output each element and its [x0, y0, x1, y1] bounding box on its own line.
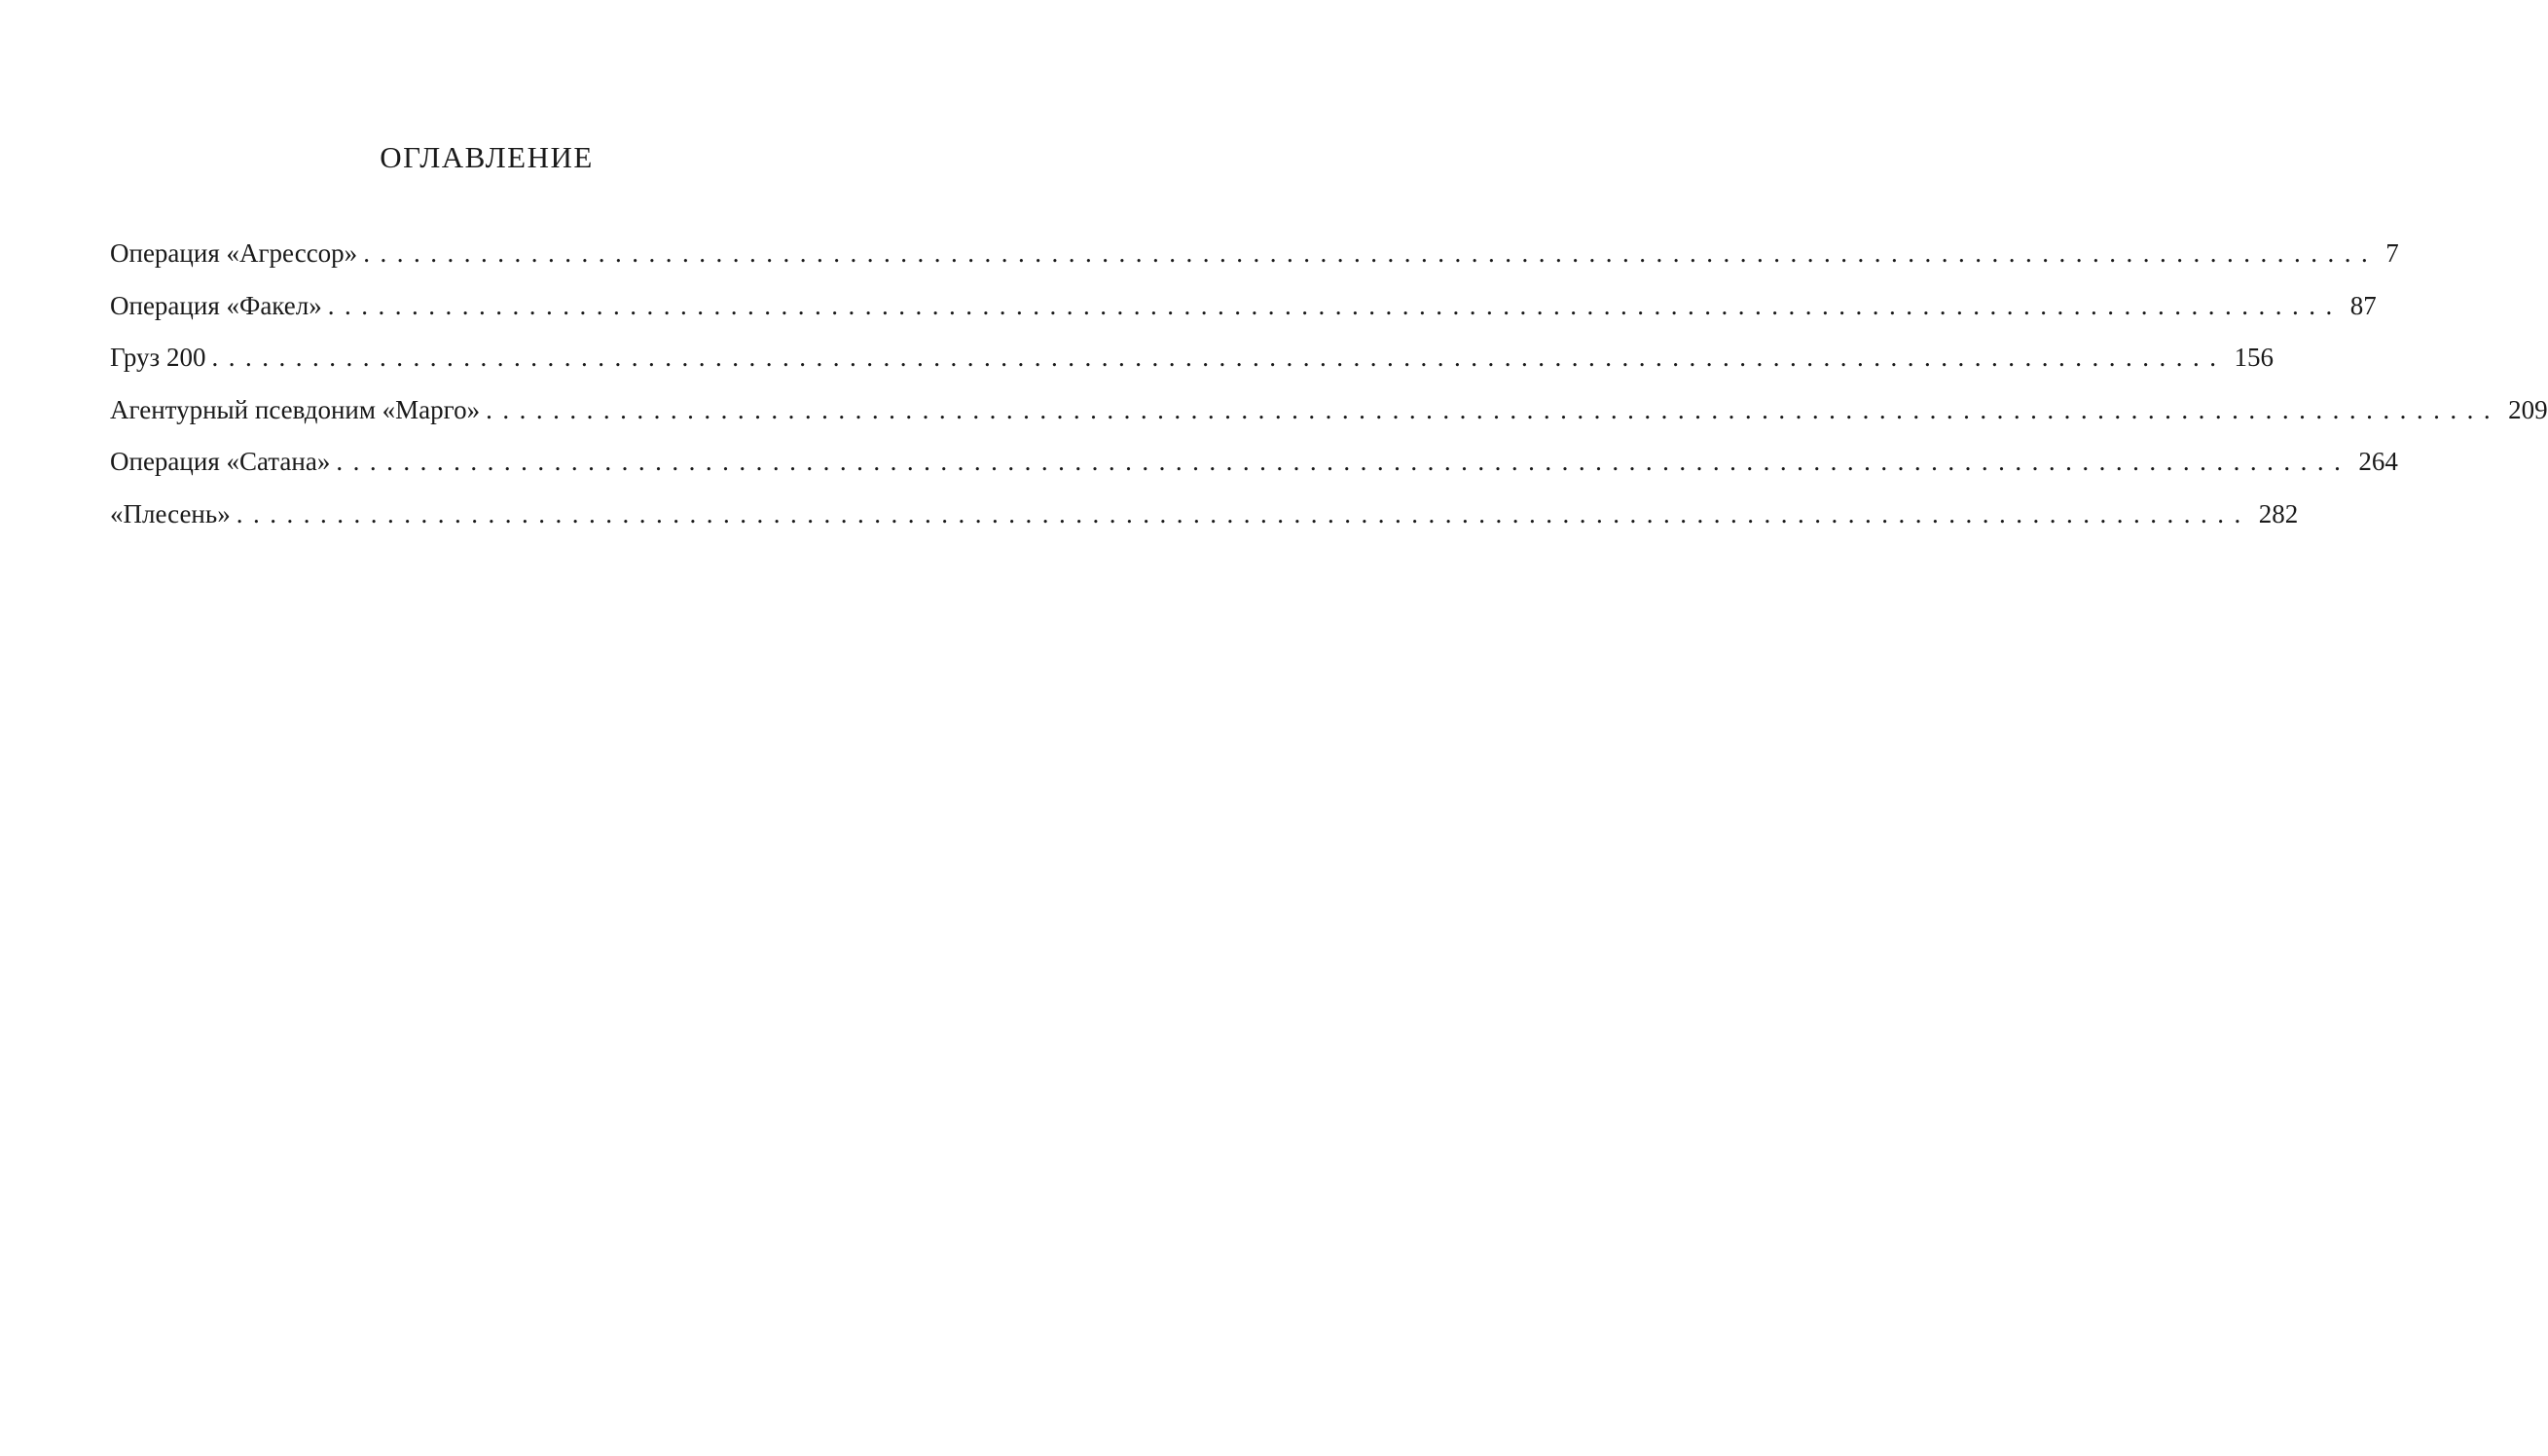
- toc-entry-title: Операция «Сатана»: [110, 447, 331, 476]
- toc-entry[interactable]: [110, 440, 2398, 492]
- toc-entry[interactable]: [110, 232, 2399, 284]
- toc-entry[interactable]: [110, 284, 2377, 337]
- toc-entry-page: 87: [2349, 290, 2377, 320]
- dot-leader: ........................................................................................................................: [486, 394, 2501, 424]
- toc-entry-page: 264: [2358, 447, 2398, 476]
- toc-entry-page: 209: [2508, 394, 2548, 424]
- dot-leader: ........................................................................................................................: [236, 498, 2251, 528]
- dot-leader: ........................................................................................................................: [211, 343, 2227, 372]
- toc-entry-title: «Плесень»: [110, 498, 231, 528]
- toc-entry[interactable]: [110, 336, 2274, 388]
- toc-entry[interactable]: [110, 388, 2548, 441]
- toc-entry-page: 282: [2258, 498, 2299, 528]
- dot-leader: ........................................................................................................................: [327, 290, 2343, 320]
- page-title: ОГЛАВЛЕНИЕ: [380, 140, 594, 174]
- toc-entry[interactable]: [110, 492, 2299, 545]
- dot-leader: ........................................................................................................................: [363, 238, 2379, 268]
- dot-leader: ........................................................................................................................: [336, 447, 2351, 476]
- toc-entry-page: 7: [2385, 238, 2399, 268]
- toc-entry-title: Операция «Агрессор»: [110, 238, 358, 268]
- toc-entry-title: Операция «Факел»: [110, 290, 322, 320]
- toc-entry-page: 156: [2234, 343, 2274, 372]
- toc-entry-title: Агентурный псевдоним «Марго»: [110, 394, 481, 424]
- toc-entry-title: Груз 200: [110, 343, 206, 372]
- table-of-contents: [110, 232, 2548, 544]
